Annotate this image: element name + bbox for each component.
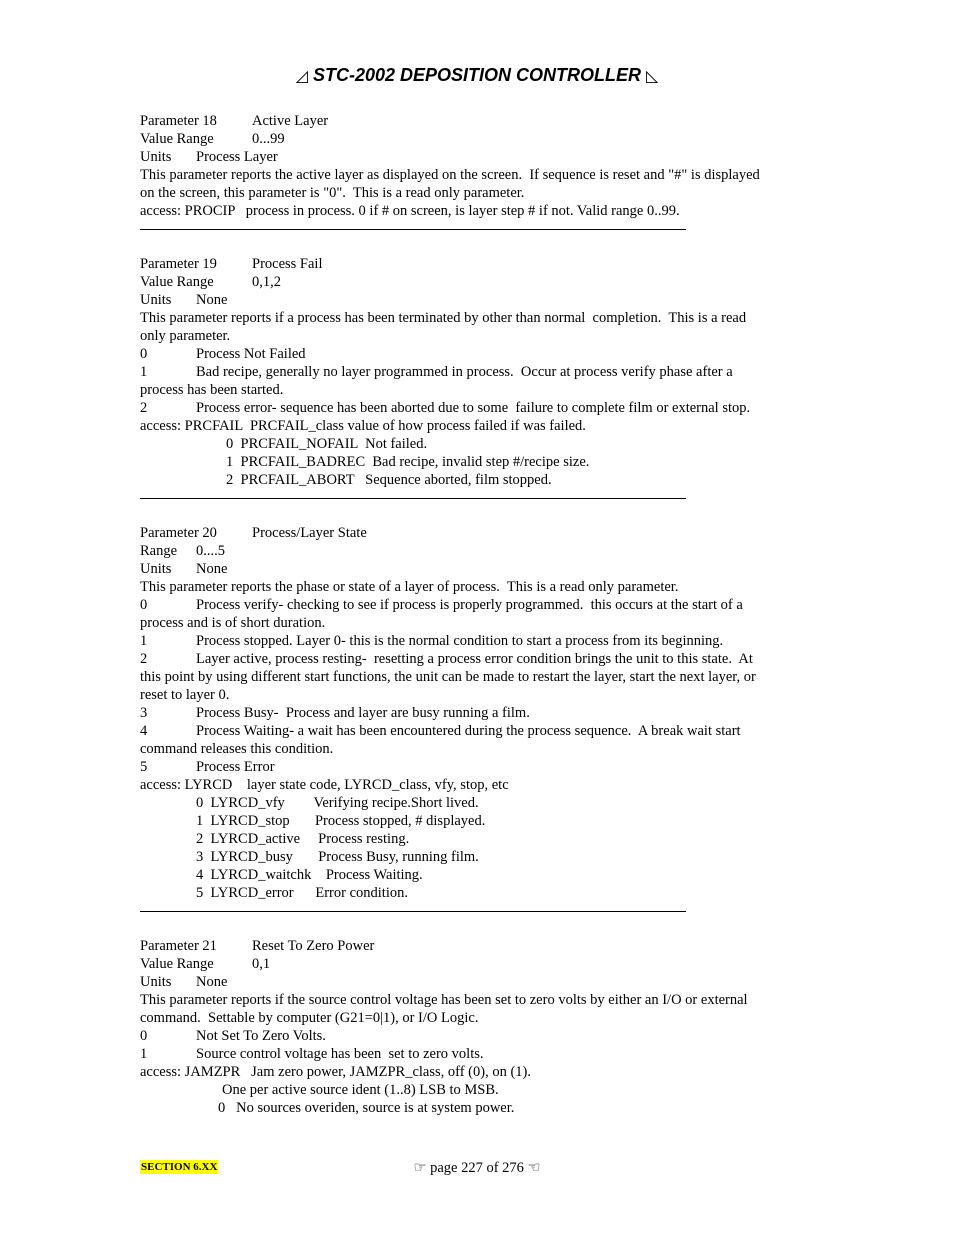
- units-label: Units: [140, 149, 172, 165]
- code-entry: 1 LYRCD_stop Process stopped, # displayed.: [196, 813, 486, 829]
- option-number: 2: [140, 651, 148, 667]
- description-line: This parameter reports if a process has been terminated by other than normal completion. This is a read: [140, 310, 747, 326]
- option-number: 0: [140, 1028, 148, 1044]
- pointing-left-hand-icon: ☜: [527, 1160, 541, 1176]
- code-entry: 0 No sources overiden, source is at system power.: [218, 1100, 515, 1116]
- page-number-text: page 227 of 276: [430, 1160, 524, 1176]
- option-continuation: process and is of short duration.: [140, 615, 326, 631]
- section-divider: [140, 489, 686, 499]
- range-value: 0....5: [196, 543, 225, 559]
- range-label: Value Range: [140, 131, 214, 147]
- access-line: access: PRCFAIL PRCFAIL_class value of how process failed if was failed.: [140, 418, 586, 434]
- description-line: command. Settable by computer (G21=0|1), or I/O Logic.: [140, 1010, 479, 1026]
- code-entry: 0 PRCFAIL_NOFAIL Not failed.: [226, 436, 428, 452]
- range-label: Value Range: [140, 274, 214, 290]
- parameter-label: Parameter 21: [140, 938, 217, 954]
- option-text: Process Error: [196, 759, 275, 775]
- code-entry: 2 PRCFAIL_ABORT Sequence aborted, film stopped.: [226, 472, 552, 488]
- parameter-label: Parameter 18: [140, 113, 217, 129]
- units-label: Units: [140, 561, 172, 577]
- parameter-name: Process/Layer State: [252, 525, 367, 541]
- units-label: Units: [140, 292, 172, 308]
- parameter-21-section: [140, 937, 820, 1117]
- option-text: Process stopped. Layer 0- this is the normal condition to start a process from its beginning.: [196, 633, 724, 649]
- code-entry: 5 LYRCD_error Error condition.: [196, 885, 408, 901]
- option-number: 1: [140, 364, 148, 380]
- section-divider: [140, 902, 686, 912]
- parameter-name: Reset To Zero Power: [252, 938, 375, 954]
- parameter-label: Parameter 19: [140, 256, 217, 272]
- code-entry: 1 PRCFAIL_BADREC Bad recipe, invalid step #/recipe size.: [226, 454, 590, 470]
- document-title: STC-2002 DEPOSITION CONTROLLER: [312, 65, 642, 85]
- document-body: [140, 112, 820, 1117]
- parameter-label: Parameter 20: [140, 525, 217, 541]
- option-number: 1: [140, 1046, 148, 1062]
- parameter-name: Active Layer: [252, 113, 329, 129]
- description-line: on the screen, this parameter is "0". This is a read only parameter.: [140, 185, 525, 201]
- option-number: 2: [140, 400, 148, 416]
- option-number: 0: [140, 346, 148, 362]
- option-continuation: command releases this condition.: [140, 741, 334, 757]
- option-text: Source control voltage has been set to zero volts.: [196, 1046, 484, 1062]
- units-value: None: [196, 561, 228, 577]
- option-text: Process verify- checking to see if process is properly programmed. this occurs at the start of a: [196, 597, 743, 613]
- option-text: Not Set To Zero Volts.: [196, 1028, 326, 1044]
- range-value: 0...99: [252, 131, 285, 147]
- code-entry: 2 LYRCD_active Process resting.: [196, 831, 410, 847]
- option-number: 3: [140, 705, 148, 721]
- description-line: This parameter reports the phase or state of a layer of process. This is a read only parameter.: [140, 579, 679, 595]
- option-number: 1: [140, 633, 148, 649]
- access-line: access: PROCIP process in process. 0 if # on screen, is layer step # if not. Valid range 0..99.: [140, 203, 680, 219]
- option-continuation: this point by using different start functions, the unit can be made to restart the layer, start the next layer, or: [140, 669, 756, 685]
- units-value: None: [196, 974, 228, 990]
- page-footer: [0, 1160, 954, 1180]
- code-entry: 3 LYRCD_busy Process Busy, running film.: [196, 849, 479, 865]
- option-text: Process Waiting- a wait has been encountered during the process sequence. A break wait start: [196, 723, 741, 739]
- section-divider: [140, 220, 686, 230]
- option-number: 0: [140, 597, 148, 613]
- range-value: 0,1: [252, 956, 271, 972]
- code-entry: One per active source ident (1..8) LSB to MSB.: [222, 1082, 499, 1098]
- description-line: This parameter reports the active layer as displayed on the screen. If sequence is reset and "#" is displayed: [140, 167, 760, 183]
- units-label: Units: [140, 974, 172, 990]
- code-entry: 0 LYRCD_vfy Verifying recipe.Short lived.: [196, 795, 479, 811]
- section-badge: SECTION 6.XX: [141, 1161, 218, 1173]
- parameter-19-section: [140, 255, 820, 499]
- parameter-20-section: [140, 524, 820, 912]
- access-line: access: LYRCD layer state code, LYRCD_class, vfy, stop, etc: [140, 777, 509, 793]
- range-label: Range: [140, 543, 178, 559]
- units-value: Process Layer: [196, 149, 278, 165]
- option-text: Process Not Failed: [196, 346, 306, 362]
- units-value: None: [196, 292, 228, 308]
- page-header: [0, 65, 954, 86]
- pointing-right-hand-icon: ☞: [413, 1160, 427, 1176]
- left-ornament-icon: ◿: [295, 68, 308, 85]
- option-text: Layer active, process resting- resetting a process error condition brings the unit to this state. At: [196, 651, 753, 667]
- description-line: only parameter.: [140, 328, 231, 344]
- right-ornament-icon: ◺: [646, 68, 659, 85]
- option-text: Process Busy- Process and layer are busy running a film.: [196, 705, 530, 721]
- code-entry: 4 LYRCD_waitchk Process Waiting.: [196, 867, 423, 883]
- option-number: 4: [140, 723, 148, 739]
- option-text: Bad recipe, generally no layer programmed in process. Occur at process verify phase after a: [196, 364, 733, 380]
- page-number: [0, 1160, 954, 1177]
- parameter-name: Process Fail: [252, 256, 323, 272]
- option-continuation: process has been started.: [140, 382, 284, 398]
- parameter-18-section: [140, 112, 820, 230]
- option-continuation: reset to layer 0.: [140, 687, 230, 703]
- range-value: 0,1,2: [252, 274, 281, 290]
- option-text: Process error- sequence has been aborted due to some failure to complete film or external stop.: [196, 400, 751, 416]
- range-label: Value Range: [140, 956, 214, 972]
- access-line: access: JAMZPR Jam zero power, JAMZPR_class, off (0), on (1).: [140, 1064, 531, 1080]
- option-number: 5: [140, 759, 148, 775]
- description-line: This parameter reports if the source control voltage has been set to zero volts by either an I/O or external: [140, 992, 748, 1008]
